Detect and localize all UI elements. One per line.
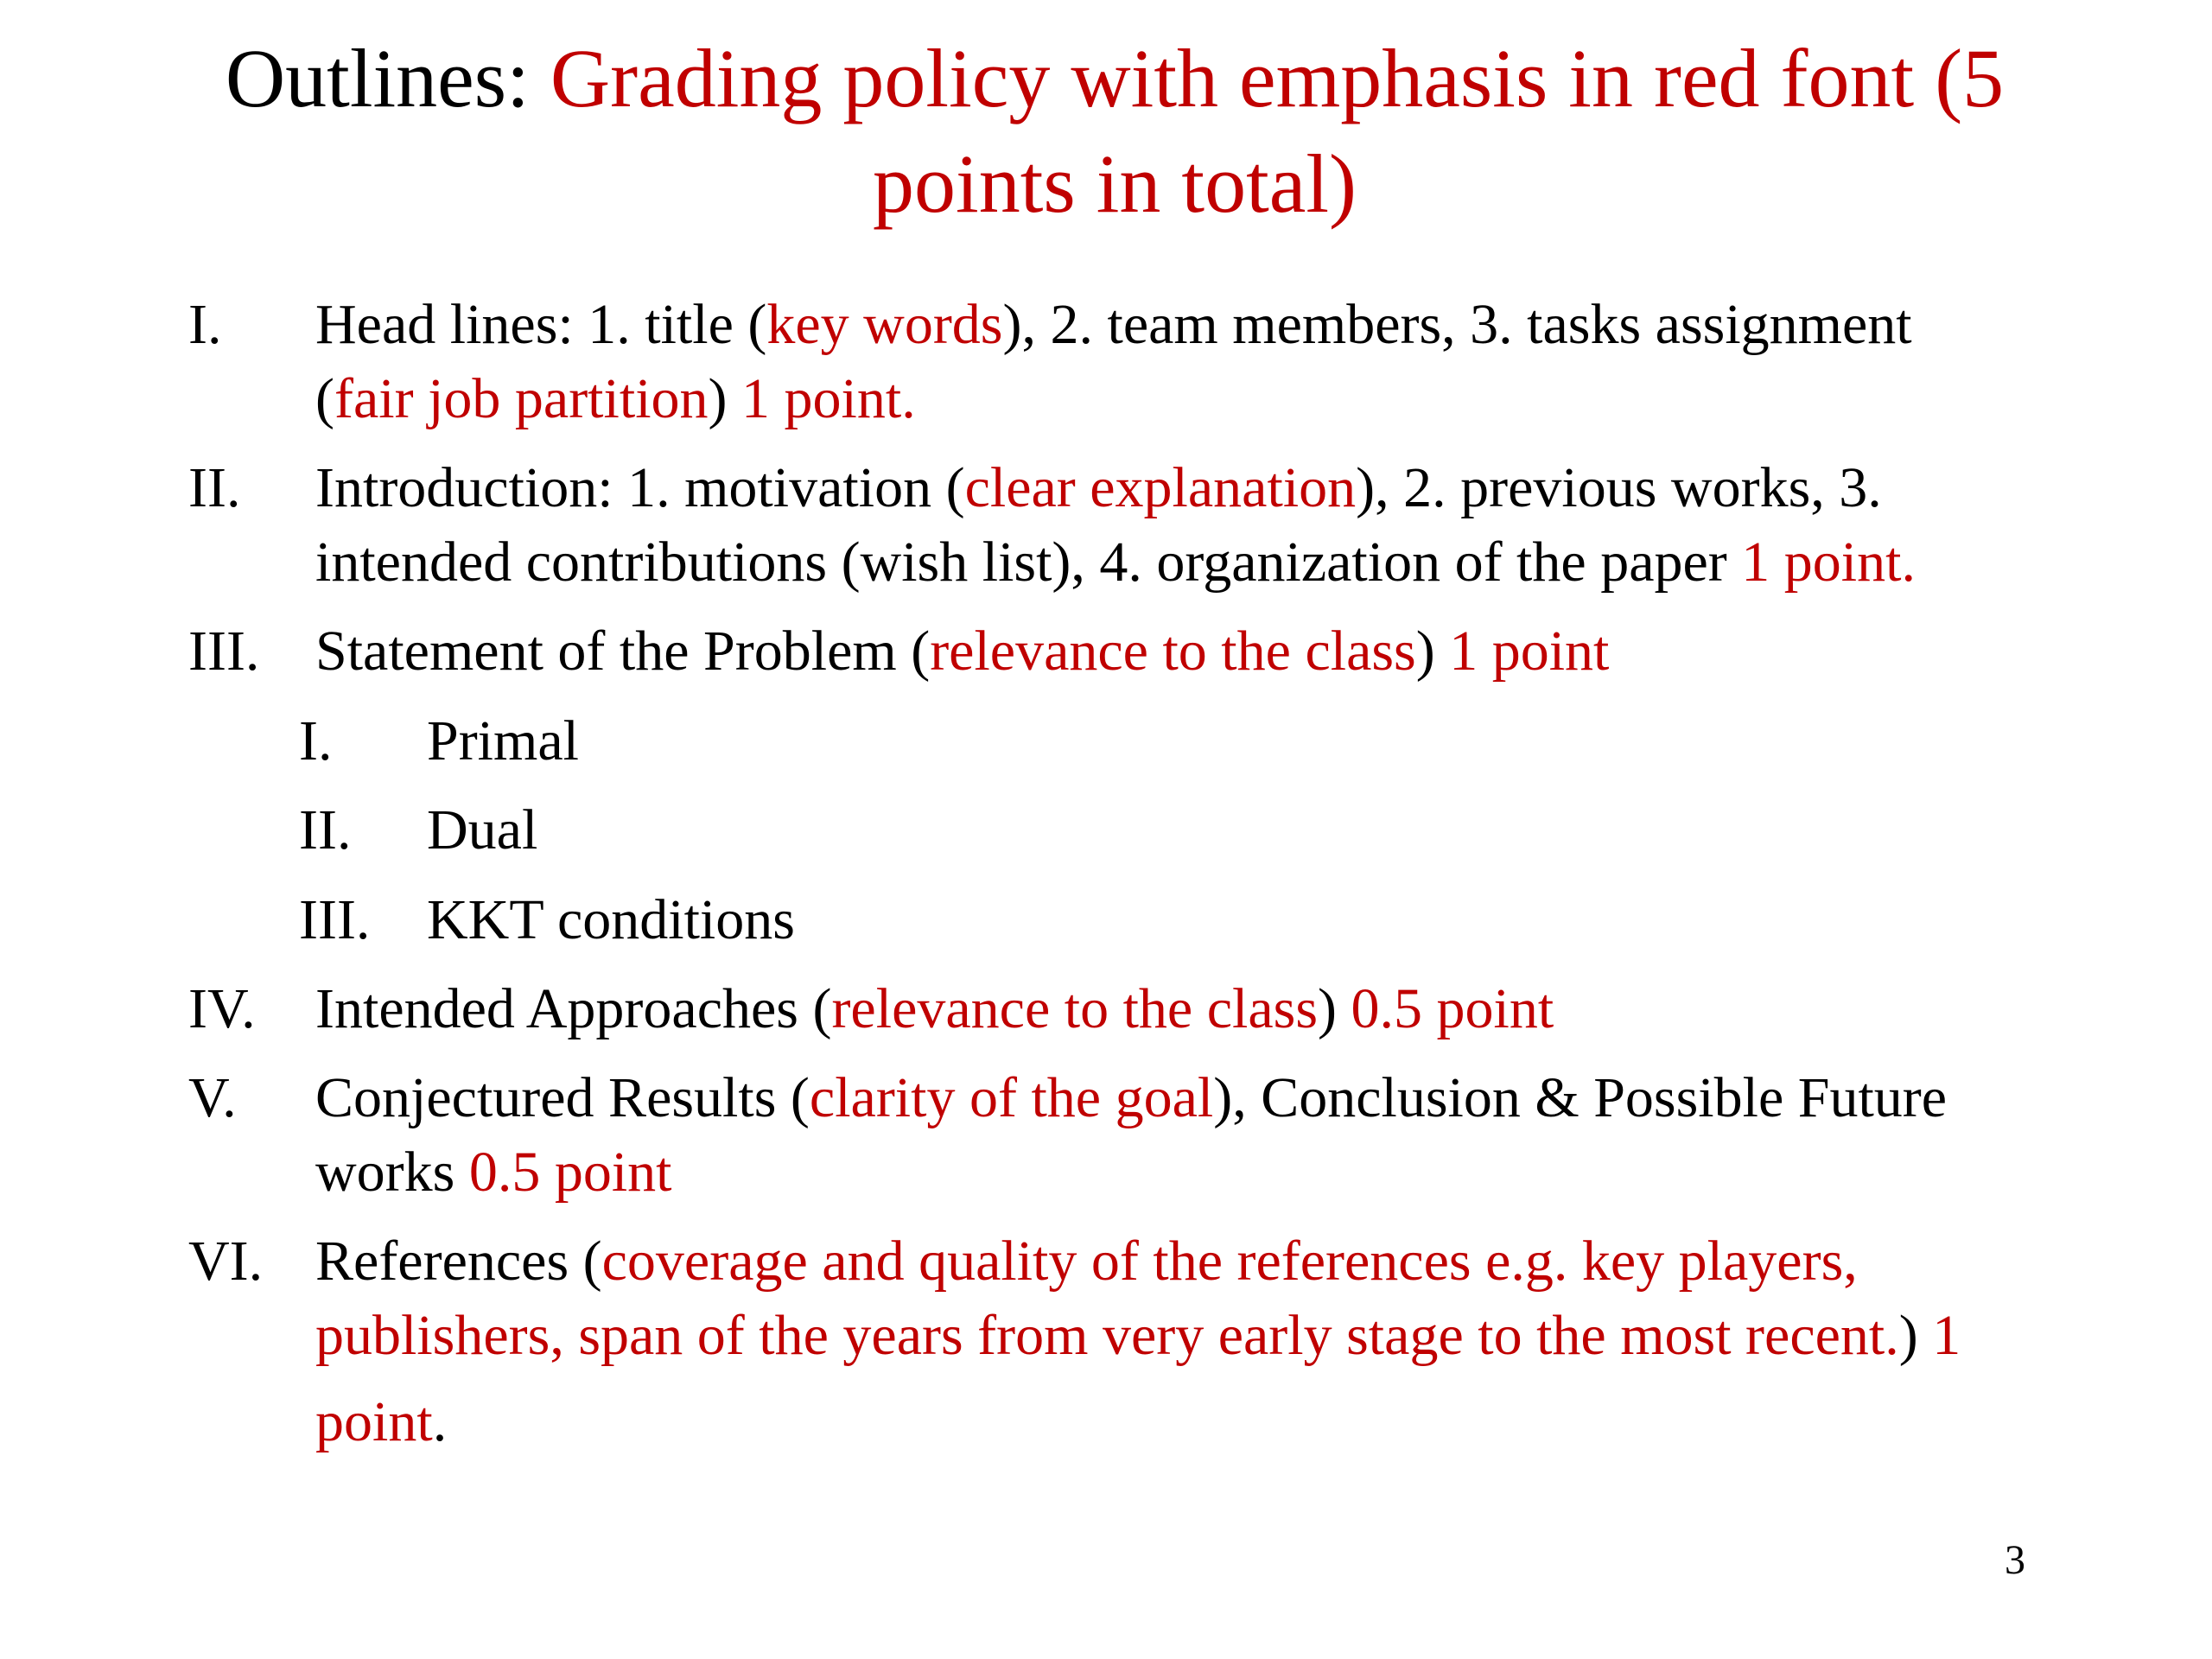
sub-item-label: Primal [427, 709, 579, 772]
emphasis-run: relevance to the class [930, 620, 1416, 683]
text-run: ) [1415, 620, 1450, 683]
item-line [315, 451, 1916, 525]
title-emphasis-line2: points in total) [873, 137, 1357, 230]
text-run: ), 2. team members, 3. tasks assignment [1002, 293, 1912, 356]
sub-item-numeral: II. [299, 798, 352, 861]
item-text [315, 614, 1609, 689]
item-line [315, 972, 1554, 1046]
item-numeral: II. [188, 456, 241, 519]
item-text [315, 288, 1912, 436]
item-line [315, 525, 1916, 600]
item-line [315, 1224, 1961, 1299]
item-text [315, 972, 1554, 1046]
sub-item-numeral: I. [299, 709, 333, 772]
text-run: . [432, 1390, 448, 1453]
item-text [315, 451, 1916, 600]
slide-title [164, 26, 2065, 237]
emphasis-run: fair job partition [334, 367, 709, 430]
text-run: Statement of the Problem ( [315, 620, 931, 683]
item-line [315, 1135, 1947, 1210]
text-run: Conjectured Results ( [315, 1066, 810, 1129]
emphasis-run: 1 [1932, 1304, 1961, 1367]
item-numeral: III. [188, 620, 260, 683]
item-numeral: I. [188, 293, 222, 356]
item-line [315, 288, 1912, 362]
emphasis-run: 0.5 point [1351, 977, 1554, 1040]
emphasis-run: 1 point. [741, 367, 916, 430]
text-run: ), Conclusion & Possible Future [1213, 1066, 1948, 1129]
text-run: Intended Approaches ( [315, 977, 832, 1040]
emphasis-run: 1 point [1449, 620, 1610, 683]
text-run: References ( [315, 1230, 602, 1293]
item-line [315, 614, 1609, 689]
text-run: intended contributions (wish list), 4. organization of the paper [315, 531, 1742, 594]
emphasis-run: key words [766, 293, 1003, 356]
text-run: ( [315, 367, 334, 430]
emphasis-run: clear explanation [964, 456, 1357, 519]
item-line [315, 1385, 1961, 1459]
emphasis-run: point [315, 1390, 433, 1453]
text-run: Head lines: 1. title ( [315, 293, 767, 356]
text-run: works [315, 1141, 469, 1204]
emphasis-run: clarity of the goal [809, 1066, 1214, 1129]
item-text [315, 1224, 1961, 1459]
sub-item-label: Dual [427, 798, 538, 861]
item-line [315, 1299, 1961, 1373]
item-line [315, 362, 1912, 436]
text-run: ) [1898, 1304, 1933, 1367]
emphasis-run: relevance to the class [831, 977, 1318, 1040]
text-run: ), 2. previous works, 3. [1356, 456, 1882, 519]
sub-item-numeral: III. [299, 888, 371, 951]
title-prefix: Outlines: [225, 32, 550, 124]
text-run: Introduction: 1. motivation ( [315, 456, 965, 519]
emphasis-run: 1 point. [1741, 531, 1916, 594]
item-numeral: V. [188, 1066, 237, 1129]
text-run: ) [708, 367, 742, 430]
sub-item-label: KKT conditions [427, 888, 795, 951]
item-numeral: VI. [188, 1230, 264, 1293]
emphasis-run: publishers, span of the years from very early stage to the most recent. [315, 1304, 1899, 1367]
title-emphasis-line1: Grading policy with emphasis in red font (5 [550, 32, 2005, 124]
text-run: ) [1318, 977, 1351, 1040]
emphasis-run: 0.5 point [468, 1141, 672, 1204]
page-number: 3 [2005, 1537, 2025, 1583]
item-numeral: IV. [188, 977, 256, 1040]
emphasis-run: coverage and quality of the references e.g. key players, [601, 1230, 1858, 1293]
item-text [315, 1061, 1947, 1210]
item-line [315, 1061, 1947, 1135]
